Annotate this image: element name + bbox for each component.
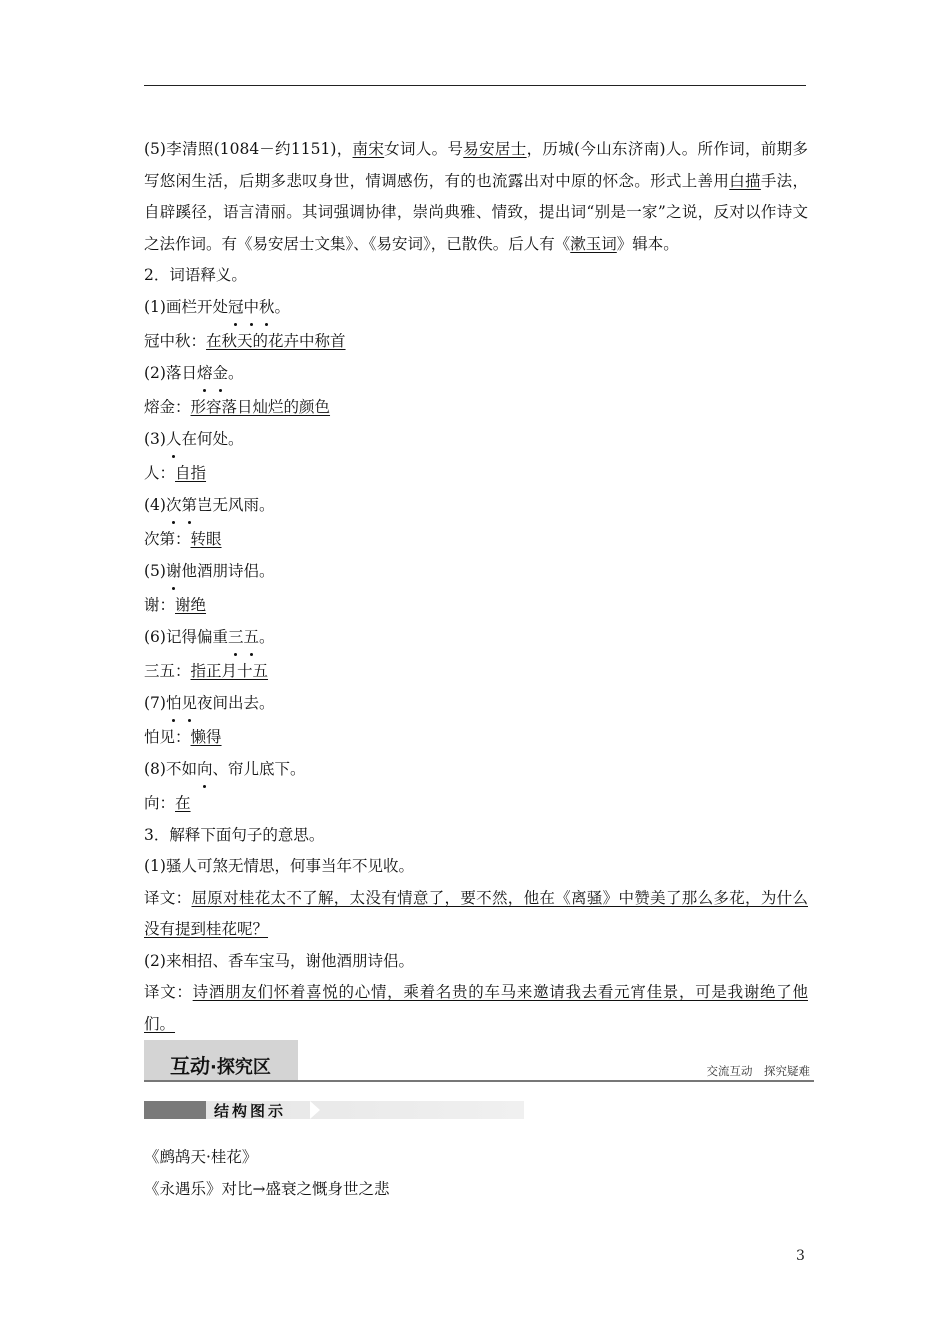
banner-title — [170, 1050, 271, 1079]
underlined-term: 漱玉词 — [570, 234, 617, 253]
question-text: 。 — [259, 627, 275, 646]
page-content — [144, 134, 808, 1040]
vocab-answer — [144, 458, 808, 490]
vocab-definition: 形容落日灿烂的颜色 — [190, 398, 331, 416]
vocab-answer — [144, 656, 808, 688]
vocab-definition: 转眼 — [190, 530, 222, 548]
text-segment: (5)李清照(1084－约1151)， — [144, 140, 353, 158]
question-text: (1)画栏开处 — [144, 297, 228, 316]
vocab-list — [144, 292, 808, 820]
dotted-char: 次 — [166, 490, 182, 522]
question-text: 。 — [228, 363, 244, 382]
vocab-answer — [144, 722, 808, 754]
dotted-char: 五 — [243, 622, 259, 654]
question-text: (4) — [144, 495, 166, 514]
vocab-term: 次第： — [144, 530, 191, 548]
vocab-answer — [144, 392, 808, 424]
vocab-term: 熔金： — [144, 398, 191, 416]
question-text: 、帘儿底下。 — [212, 759, 306, 778]
author-paragraph — [144, 134, 808, 260]
vocab-answer — [144, 788, 808, 820]
vocab-definition: 自指 — [175, 464, 207, 482]
question-text: 。 — [274, 297, 291, 316]
vocab-term: 谢： — [144, 596, 176, 614]
question-text: 夜间出去。 — [197, 693, 275, 712]
vocab-question — [144, 424, 808, 456]
dotted-char: 中 — [243, 292, 259, 324]
vocab-question — [144, 688, 808, 720]
vocab-item — [144, 358, 808, 424]
banner-subtitle: 交流互动 探究疑难 — [706, 1064, 810, 1078]
answer-text: 诗酒朋友们怀着喜悦的心情，乘着名贵的车马来邀请我去看元宵佳景，可是我谢绝了他们。 — [144, 983, 808, 1033]
dotted-char: 秋 — [259, 292, 275, 324]
underlined-term: 南宋 — [352, 140, 385, 158]
banner-title-main: 互动 — [170, 1054, 210, 1078]
translate-item — [144, 851, 808, 946]
dotted-char: 第 — [181, 490, 197, 522]
translate-question: (1)骚人可煞无情思，何事当年不见收。 — [144, 857, 414, 875]
vocab-question — [144, 292, 808, 324]
question-text: (5) — [144, 561, 166, 580]
vocab-answer — [144, 326, 808, 358]
vocab-answer — [144, 590, 808, 622]
vocab-question — [144, 490, 808, 522]
question-text: 岂无风雨。 — [197, 495, 275, 514]
section-bar — [144, 1101, 524, 1119]
section-title: 结构图示 — [214, 1102, 287, 1120]
vocab-definition: 指正月十五 — [190, 662, 269, 680]
section-banner — [144, 1036, 814, 1082]
vocab-question — [144, 754, 808, 786]
structure-line: 《永遇乐》对比→盛衰之慨身世之悲 — [144, 1179, 390, 1198]
banner-title-sub: ·探究区 — [210, 1057, 271, 1078]
vocab-question — [144, 358, 808, 390]
vocab-item — [144, 556, 808, 622]
banner-rule — [144, 1080, 814, 1082]
dotted-char: 三 — [228, 622, 244, 654]
vocab-heading: 2．词语释义。 — [144, 266, 247, 284]
vocab-term: 三五： — [144, 662, 191, 680]
header-rule — [144, 85, 806, 86]
vocab-term: 冠中秋： — [144, 332, 207, 350]
translate-question: (2)来相招、香车宝马，谢他酒朋诗侣。 — [144, 951, 414, 970]
dotted-char: 谢 — [166, 556, 182, 588]
structure-line: 《鹧鸪天·桂花》 — [144, 1148, 258, 1166]
vocab-item — [144, 622, 808, 688]
question-text: 他酒朋诗侣。 — [181, 561, 275, 580]
vocab-item — [144, 688, 808, 754]
text-segment: 手法，自辟蹊径，语言清丽。其词强调协律，崇尚典雅、情致，提出词“别是一家”之说，反对以作诗文之法作词。有《易安居士文集》、《易安词》，已散佚。后人有《 — [144, 171, 808, 253]
dotted-char: 熔 — [197, 358, 213, 390]
question-text: (3) — [144, 429, 166, 448]
question-text: (8)不如 — [144, 759, 197, 778]
dotted-char: 金 — [212, 358, 228, 390]
dotted-char: 见 — [181, 688, 197, 720]
translate-item — [144, 946, 808, 1041]
vocab-question — [144, 622, 808, 654]
translate-heading: 3．解释下面句子的意思。 — [144, 825, 325, 844]
structure-section-header — [144, 1101, 524, 1119]
vocab-definition: 在秋天的花卉中称首 — [206, 332, 346, 350]
text-segment: ，历城(今山东济南)人。所作词，前期多写悠闲生活，后期多悲叹身世，情调感伤，有的也流露出对中原的怀念。形式上善用 — [144, 140, 808, 190]
vocab-answer — [144, 524, 808, 556]
section-arrow-icon — [310, 1101, 320, 1119]
underlined-term: 易安居士 — [463, 140, 527, 158]
vocab-term: 怕见： — [144, 728, 191, 746]
vocab-definition: 在 — [175, 794, 191, 812]
answer-label: 译文： — [144, 983, 193, 1001]
translate-answer — [144, 883, 808, 946]
vocab-term: 人： — [144, 464, 176, 482]
structure-lines — [144, 1142, 390, 1205]
translate-answer — [144, 977, 808, 1040]
text-segment: 》辑本。 — [616, 234, 679, 253]
dotted-char: 向 — [197, 754, 213, 786]
vocab-term: 向： — [144, 794, 176, 812]
answer-label: 译文： — [144, 888, 192, 907]
dotted-char: 人 — [166, 424, 182, 456]
question-text: (6)记得偏重 — [144, 627, 228, 646]
dotted-char: 冠 — [228, 292, 244, 324]
dotted-char: 怕 — [166, 688, 182, 720]
vocab-item — [144, 292, 808, 358]
page-number: 3 — [796, 1248, 805, 1264]
vocab-definition: 懒得 — [190, 728, 222, 746]
question-text: 在何处。 — [181, 429, 244, 448]
vocab-definition: 谢绝 — [175, 596, 207, 614]
answer-text: 屈原对桂花太不了解，太没有情意了，要不然，他在《离骚》中赞美了那么多花，为什么没有提到桂花呢？ — [144, 888, 808, 938]
question-text: (2)落日 — [144, 363, 197, 382]
vocab-item — [144, 754, 808, 820]
vocab-item — [144, 424, 808, 490]
underlined-term: 白描 — [729, 171, 761, 190]
text-segment: 女词人。号 — [384, 140, 464, 158]
vocab-question — [144, 556, 808, 588]
vocab-item — [144, 490, 808, 556]
question-text: (7) — [144, 693, 166, 712]
